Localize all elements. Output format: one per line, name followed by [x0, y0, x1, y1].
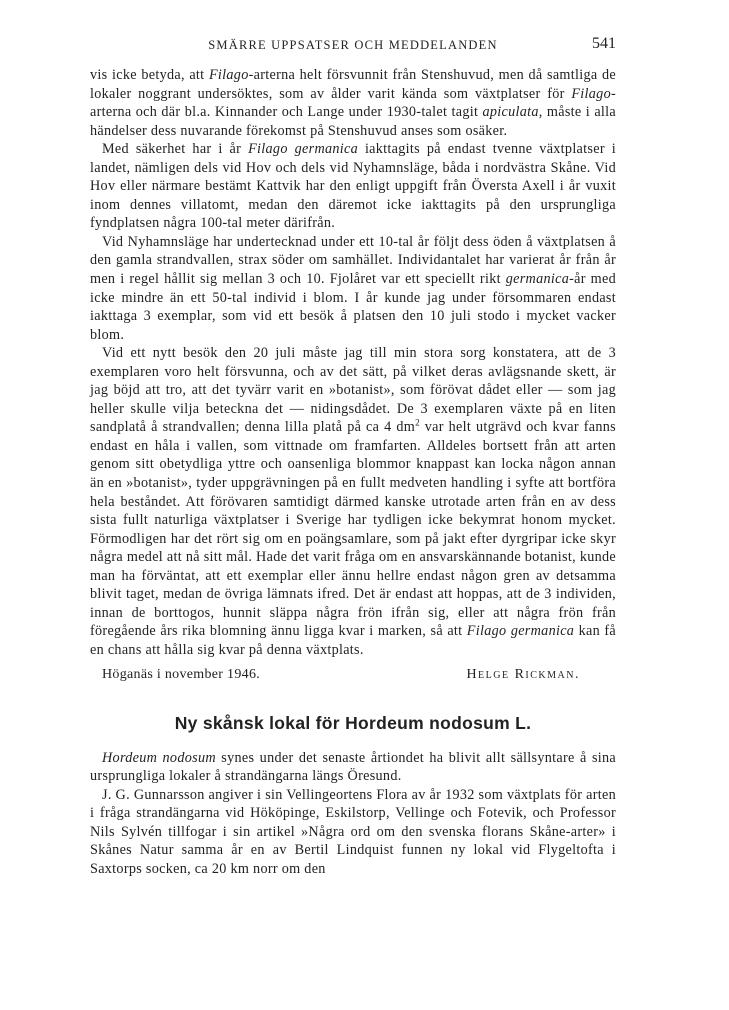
species-name: Filago germanica: [466, 623, 575, 640]
article-heading: Ny skånsk lokal för Hordeum nodosum L.: [174, 713, 532, 734]
body-text: [90, 66, 616, 878]
paragraph: Vid Nyhamnsläge har undertecknad under ett 10-tal år följt dess öden å växtplatsen å den gamla strandvallen, strax söder om samhället. Individantalet har varierat år från år men i regel hållit sig mellan 3 och 10. Fjolåret var ett speciellt rikt germanica-år med icke mindre än ett 50-tal individ i blom. I år kunde jag under försommaren endast iakttaga 3 exemplar, som vid ett besök å platsen den 10 juli stodo i mycket vacker blom.: [90, 233, 616, 343]
paragraph: J. G. Gunnarsson angiver i sin Vellingeortens Flora av år 1932 som växtplats för arten i fråga strandängarna vid Hököpinge, Eskilstorp, Vellinge och Fotevik, och Professor Nils Sylvén tillfogar i sin artikel »Några ord om den svenska florans Skåne-arter» i Skånes Natur samma år en av Bertil Lindquist funnen ny lokal vid Flygeltofta i Saxtorps socken, ca 20 km norr om den: [90, 786, 616, 877]
paragraph: Hordeum nodosum synes under det senaste årtiondet ha blivit allt sällsyntare å sina ursprungliga lokaler å strandängarna längs Öresund.: [90, 749, 616, 785]
species-name: Filago germanica: [248, 141, 359, 158]
running-title: SMÄRRE UPPSATSER OCH MEDDELANDEN: [208, 38, 498, 52]
place-date: Höganäs i november 1946.: [102, 666, 261, 682]
author-name: Helge Rickman.: [466, 666, 580, 682]
page-number: 541: [592, 35, 616, 52]
signature: [90, 666, 616, 685]
species-name: Filago: [571, 85, 611, 102]
paragraph: Vid ett nytt besök den 20 juli måste jag till min stora sorg konstatera, att de 3 exemplaren voro helt försvunna, och av det sätt, på vilket deras avlägsnande skett, är jag böjd att tro, att det tyvärr varit en »botanist», som förövat dådet eller — som jag heller skulle vilja beteckna det — nidingsdådet. De 3 exemplaren växte på en liten sandplatå å strandvallen; denna lilla platå på ca 4 $dm^2$ var helt utgrävd och kvar fanns endast en håla i vallen, som vittnade om framfarten. Alldeles bortsett från att arten genom sitt obetydliga yttre och oansenliga blommor knappast kan locka någon annan än en »botanist», tyder uppgrävningen på en fullt medveten handling i syfte att bortföra hela beståndet. Att förövaren samtidigt därmed kanske utrotade arten från en av dess sista fullt naturliga växtplatser i Sverige har tydligen icke bekymrat honom mycket. Förmodligen har det rört sig om en poängsamlare, som på jakt efter dyrgripar icke skyr några medel att nå sitt mål. Hade det varit fråga om en ansvarskännande botanist, kunde man ha förväntat, att ett exemplar eller ännu hellre endast någon gren av detsamma blivit taget, medan de övriga lämnats ifred. Det är endast att hoppas, att de 3 individen, innan de borttogos, hunnit släppa några frön ifrån sig, eller att några frön från föregående års rika blomning ännu ligga kvar i marken, så att Filago germanica kan få en chans att hålla sig kvar på denna växtplats.: [90, 345, 616, 658]
species-name: Filago: [208, 67, 249, 83]
species-name: germanica: [505, 271, 570, 288]
running-head: [90, 35, 616, 53]
species-name: Hordeum nodosum: [102, 749, 216, 766]
paragraph: vis icke betyda, att Filago-arterna helt försvunnit från Stenshuvud, men då samtliga de lokaler noggrant undersöktes, som av ålder varit kända som växtplatser för Filago-arterna och där bl.a. Kinnander och Lange under 1930-talet tagit apiculata, måste i alla händelser dess nuvarande förekomst på Stenshuvud anses som osäker.: [90, 67, 617, 139]
species-name: apiculata,: [482, 104, 543, 121]
paragraph: Med säkerhet har i år Filago germanica iakttagits på endast tvenne växtplatser i landet, nämligen dels vid Hov och dels vid Nyhamnsläge, båda i nordvästra Skåne. Vid Hov eller närmare bestämt Kattvik har den enligt uppgift från Översta Axell i år vuxit inom dennes villatomt, medan den däremot icke iakttagits på den ursprungliga fyndplatsen några 100-tal meter därifrån.: [90, 141, 617, 232]
